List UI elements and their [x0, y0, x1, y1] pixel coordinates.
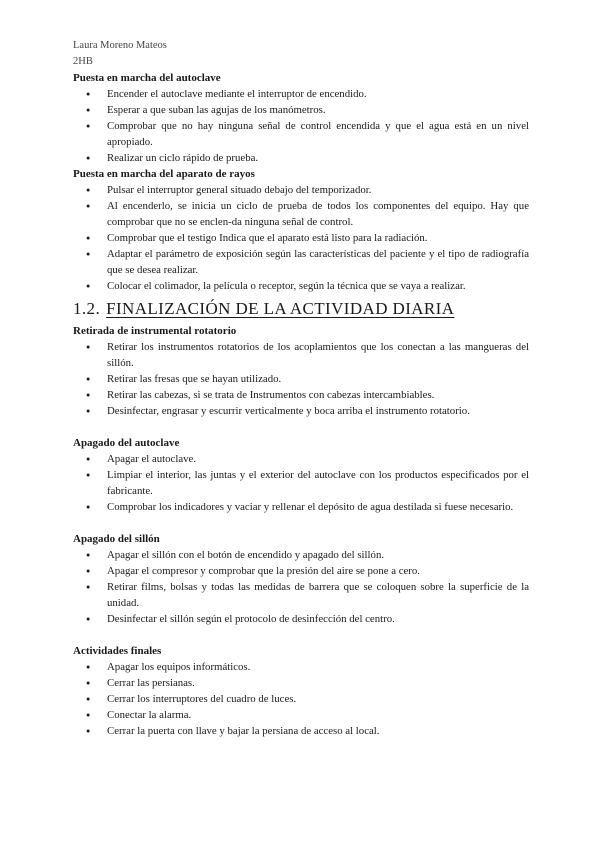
list-item: ● Retirar los instrumentos rotatorios de los acoplamientos que los conectan a las mangueras del sillón.: [73, 339, 529, 371]
section-title: Retirada de instrumental rotatorio: [73, 325, 237, 337]
section-final-activities: [73, 643, 529, 739]
list-item: ● Al encenderlo, se inicia un ciclo de prueba de todos los componentes del equipo. Hay que comprobar que no se enclen-da ninguna señal de control.: [73, 198, 529, 230]
list-item: ● Cerrar la puerta con llave y bajar la persiana de acceso al local.: [73, 723, 529, 739]
bullet-list: [73, 86, 529, 166]
section-title: Puesta en marcha del autoclave: [73, 72, 221, 84]
list-item: ● Adaptar el parámetro de exposición según las características del paciente y el tipo de radiografía que se desea realizar.: [73, 246, 529, 278]
section-chair-shutdown: [73, 531, 529, 627]
section-autoclave-shutdown: [73, 435, 529, 515]
chapter-title: FINALIZACIÓN DE LA ACTIVIDAD DIARIA: [106, 299, 455, 318]
section-title: Puesta en marcha del aparato de rayos: [73, 168, 255, 180]
list-item: ● Retirar las cabezas, si se trata de Instrumentos con cabezas intercambiables.: [73, 387, 529, 403]
group-label: 2HB: [73, 56, 93, 67]
list-item: ● Apagar los equipos informáticos.: [73, 659, 529, 675]
document-page: [73, 38, 529, 739]
list-item: ● Encender el autoclave mediante el interruptor de encendido.: [73, 86, 529, 102]
author-name: Laura Moreno Mateos: [73, 40, 167, 51]
bullet-list: [73, 451, 529, 515]
list-item: ● Apagar el compresor y comprobar que la presión del aire se pone a cero.: [73, 563, 529, 579]
list-item: ● Retirar films, bolsas y todas las medidas de barrera que se coloquen sobre la superficie de la unidad.: [73, 579, 529, 611]
list-item: ● Limpiar el interior, las juntas y el exterior del autoclave con los productos especificados por el fabricante.: [73, 467, 529, 499]
list-item: ● Comprobar que no hay ninguna señal de control encendida y que el agua está en un nivel apropiado.: [73, 118, 529, 150]
section-xray-startup: [73, 166, 529, 294]
section-title: Apagado del autoclave: [73, 437, 180, 449]
list-item: ● Conectar la alarma.: [73, 707, 529, 723]
list-item: ● Realizar un ciclo rápido de prueba.: [73, 150, 529, 166]
section-rotary-removal: [73, 323, 529, 419]
list-item: ● Pulsar el interruptor general situado debajo del temporizador.: [73, 182, 529, 198]
list-item: ● Cerrar los interruptores del cuadro de luces.: [73, 691, 529, 707]
list-item: ● Desinfectar el sillón según el protocolo de desinfección del centro.: [73, 611, 529, 627]
bullet-list: [73, 659, 529, 739]
list-item: ● Cerrar las persianas.: [73, 675, 529, 691]
chapter-heading: [73, 296, 529, 322]
section-title: Apagado del sillón: [73, 533, 160, 545]
list-item: ● Comprobar los indicadores y vaciar y rellenar el depósito de agua destilada si fuese necesario.: [73, 499, 529, 515]
list-item: ● Apagar el sillón con el botón de encendido y apagado del sillón.: [73, 547, 529, 563]
section-title: Actividades finales: [73, 645, 162, 657]
section-autoclave-startup: [73, 70, 529, 166]
bullet-list: [73, 182, 529, 294]
bullet-list: [73, 339, 529, 419]
list-item: ● Apagar el autoclave.: [73, 451, 529, 467]
list-item: ● Colocar el colimador, la película o receptor, según la técnica que se vaya a realizar.: [73, 278, 529, 294]
list-item: ● Esperar a que suban las agujas de los manómetros.: [73, 102, 529, 118]
list-item: ● Comprobar que el testigo Indica que el aparato está listo para la radiación.: [73, 230, 529, 246]
chapter-number: 1.2.: [73, 299, 101, 318]
list-item: ● Retirar las fresas que se hayan utilizado.: [73, 371, 529, 387]
bullet-list: [73, 547, 529, 627]
list-item: ● Desinfectar, engrasar y escurrir verticalmente y boca arriba el instrumento rotatorio.: [73, 403, 529, 419]
